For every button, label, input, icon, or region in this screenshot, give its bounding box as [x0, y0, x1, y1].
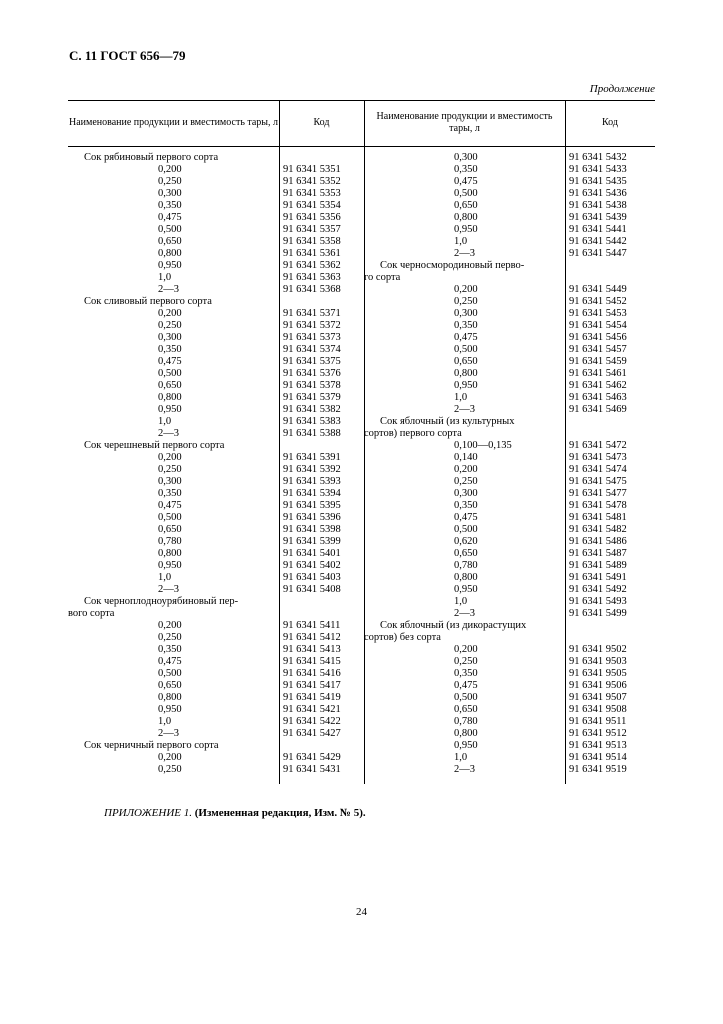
volume-cell: 0,200 [454, 644, 478, 655]
product-name-cell: Сок черноплодноурябиновый пер- [84, 596, 239, 607]
volume-cell: 0,200 [158, 620, 182, 631]
appendix-label: ПРИЛОЖЕНИЕ 1. [104, 807, 192, 819]
volume-cell: 0,250 [158, 320, 182, 331]
code-cell: 91 6341 5427 [283, 728, 341, 739]
product-name-cell: Сок сливовый первого сорта [84, 296, 212, 307]
volume-cell: 0,500 [158, 512, 182, 523]
code-cell: 91 6341 9503 [569, 656, 627, 667]
code-cell [565, 260, 655, 272]
volume-cell: 0,650 [158, 380, 182, 391]
code-cell: 91 6341 5478 [569, 500, 627, 511]
code-cell: 91 6341 5436 [569, 188, 627, 199]
volume-cell: 0,780 [454, 716, 478, 727]
volume-cell: 0,300 [454, 152, 478, 163]
code-cell: 91 6341 5457 [569, 344, 627, 355]
code-cell [279, 296, 364, 308]
volume-cell: 0,800 [454, 368, 478, 379]
volume-cell: 0,620 [454, 536, 478, 547]
header-code-left: Код [313, 116, 330, 128]
volume-cell: 0,950 [158, 560, 182, 571]
product-name-cell: Сок черешневый первого сорта [84, 440, 225, 451]
code-cell: 91 6341 9519 [569, 764, 627, 775]
code-cell: 91 6341 5353 [283, 188, 341, 199]
code-cell [279, 608, 364, 620]
volume-cell: 1,0 [454, 392, 468, 403]
volume-cell: 0,500 [454, 344, 478, 355]
volume-cell: 0,200 [158, 308, 182, 319]
left-code-column [279, 152, 364, 776]
code-cell: 91 6341 5371 [283, 308, 341, 319]
code-cell [279, 440, 364, 452]
code-cell: 91 6341 5374 [283, 344, 341, 355]
volume-cell: 1,0 [158, 416, 172, 427]
volume-cell: 0,350 [158, 344, 182, 355]
volume-cell: 0,200 [454, 464, 478, 475]
code-cell: 91 6341 5439 [569, 212, 627, 223]
code-cell [565, 632, 655, 644]
code-cell: 91 6341 5499 [569, 608, 627, 619]
volume-cell: 0,300 [158, 188, 182, 199]
product-name-cell: го сорта [364, 272, 401, 283]
product-name-cell: сортов) первого сорта [364, 428, 462, 439]
volume-cell: 0,950 [158, 260, 182, 271]
code-cell: 91 6341 5456 [569, 332, 627, 343]
volume-cell: 0,250 [454, 656, 478, 667]
code-cell: 91 6341 9512 [569, 728, 627, 739]
code-cell: 91 6341 5472 [569, 440, 627, 451]
volume-cell: 2—3 [454, 764, 475, 775]
volume-cell: 2—3 [454, 608, 475, 619]
continuation-label: Продолжение [589, 83, 655, 95]
code-cell: 91 6341 5492 [569, 584, 627, 595]
code-cell: 91 6341 5402 [283, 560, 341, 571]
code-cell: 91 6341 5433 [569, 164, 627, 175]
volume-cell: 0,475 [158, 656, 182, 667]
code-cell: 91 6341 5352 [283, 176, 341, 187]
code-cell: 91 6341 5363 [283, 272, 341, 283]
right-name-column [364, 152, 565, 776]
volume-cell: 1,0 [158, 716, 172, 727]
volume-cell: 0,800 [158, 392, 182, 403]
code-cell [565, 620, 655, 632]
volume-cell: 0,500 [158, 368, 182, 379]
volume-cell: 0,350 [158, 488, 182, 499]
volume-cell: 0,350 [158, 200, 182, 211]
code-cell: 91 6341 9514 [569, 752, 627, 763]
volume-cell: 2—3 [158, 584, 179, 595]
volume-cell: 0,140 [454, 452, 478, 463]
code-cell: 91 6341 5412 [283, 632, 341, 643]
code-cell: 91 6341 5379 [283, 392, 341, 403]
volume-cell: 2—3 [158, 728, 179, 739]
volume-cell: 2—3 [158, 284, 179, 295]
code-cell: 91 6341 5469 [569, 404, 627, 415]
code-cell: 91 6341 5354 [283, 200, 341, 211]
code-cell: 91 6341 5449 [569, 284, 627, 295]
code-cell: 91 6341 5422 [283, 716, 341, 727]
volume-cell: 0,200 [158, 752, 182, 763]
code-cell: 91 6341 5382 [283, 404, 341, 415]
volume-cell: 0,950 [454, 584, 478, 595]
volume-cell: 0,950 [454, 224, 478, 235]
volume-cell: 0,950 [454, 740, 478, 751]
volume-cell: 0,200 [158, 452, 182, 463]
code-cell: 91 6341 9506 [569, 680, 627, 691]
volume-cell: 0,800 [454, 728, 478, 739]
volume-cell: 1,0 [454, 596, 468, 607]
code-cell: 91 6341 5441 [569, 224, 627, 235]
volume-cell: 0,475 [454, 512, 478, 523]
code-cell: 91 6341 9502 [569, 644, 627, 655]
volume-cell: 1,0 [454, 236, 468, 247]
code-cell: 91 6341 9505 [569, 668, 627, 679]
volume-cell: 0,300 [158, 332, 182, 343]
volume-cell: 0,800 [158, 248, 182, 259]
volume-cell: 0,780 [454, 560, 478, 571]
code-cell: 91 6341 5375 [283, 356, 341, 367]
volume-cell: 0,350 [454, 320, 478, 331]
volume-cell: 0,475 [158, 212, 182, 223]
volume-cell: 0,500 [158, 224, 182, 235]
volume-cell: 0,250 [158, 764, 182, 775]
volume-cell: 2—3 [158, 428, 179, 439]
page-number: 24 [356, 906, 367, 918]
document-header-title: С. 11 ГОСТ 656—79 [69, 48, 186, 63]
code-cell: 91 6341 5453 [569, 308, 627, 319]
code-cell: 91 6341 5459 [569, 356, 627, 367]
code-cell: 91 6341 5396 [283, 512, 341, 523]
product-name-cell: Сок яблочный (из культурных [380, 416, 515, 427]
volume-cell: 0,950 [454, 380, 478, 391]
volume-cell: 0,950 [158, 404, 182, 415]
volume-cell: 0,650 [158, 524, 182, 535]
code-cell: 91 6341 5452 [569, 296, 627, 307]
volume-cell: 0,475 [158, 500, 182, 511]
code-cell: 91 6341 5357 [283, 224, 341, 235]
volume-cell: 1,0 [454, 752, 468, 763]
code-cell: 91 6341 5477 [569, 488, 627, 499]
code-cell [565, 272, 655, 284]
product-name-cell: Сок черничный первого сорта [84, 740, 219, 751]
code-cell: 91 6341 5415 [283, 656, 341, 667]
volume-cell: 0,100—0,135 [454, 440, 512, 451]
code-cell: 91 6341 5486 [569, 536, 627, 547]
code-cell: 91 6341 5442 [569, 236, 627, 247]
code-cell: 91 6341 5429 [283, 752, 341, 763]
volume-cell: 0,500 [454, 692, 478, 703]
volume-cell: 0,350 [454, 668, 478, 679]
code-cell: 91 6341 5413 [283, 644, 341, 655]
product-name-cell: Сок рябиновый первого сорта [84, 152, 219, 163]
volume-cell: 2—3 [454, 248, 475, 259]
product-name-cell: сортов) без сорта [364, 632, 441, 643]
code-cell: 91 6341 5463 [569, 392, 627, 403]
code-cell: 91 6341 5392 [283, 464, 341, 475]
code-cell: 91 6341 5454 [569, 320, 627, 331]
volume-cell: 0,800 [158, 548, 182, 559]
code-cell: 91 6341 5399 [283, 536, 341, 547]
code-cell: 91 6341 5432 [569, 152, 627, 163]
volume-cell: 0,250 [158, 176, 182, 187]
product-name-cell: Сок яблочный (из дикорастущих [380, 620, 527, 631]
volume-cell: 0,250 [454, 296, 478, 307]
volume-cell: 0,500 [454, 524, 478, 535]
code-cell: 91 6341 5489 [569, 560, 627, 571]
code-cell [565, 416, 655, 428]
code-cell: 91 6341 5398 [283, 524, 341, 535]
code-cell: 91 6341 5462 [569, 380, 627, 391]
right-code-column [565, 152, 655, 776]
code-cell: 91 6341 5481 [569, 512, 627, 523]
code-cell: 91 6341 5435 [569, 176, 627, 187]
volume-cell: 0,350 [158, 644, 182, 655]
code-cell: 91 6341 5376 [283, 368, 341, 379]
code-cell: 91 6341 5351 [283, 164, 341, 175]
header-name-right: Наименование продукции и вместимость тары, л [376, 110, 553, 134]
volume-cell: 0,800 [158, 692, 182, 703]
appendix-note [104, 807, 366, 819]
code-cell: 91 6341 5475 [569, 476, 627, 487]
code-cell: 91 6341 5438 [569, 200, 627, 211]
volume-cell: 0,500 [158, 668, 182, 679]
volume-cell: 0,350 [454, 164, 478, 175]
product-name-cell: Сок черносмородиновый перво- [380, 260, 525, 271]
code-cell: 91 6341 5391 [283, 452, 341, 463]
code-cell: 91 6341 5378 [283, 380, 341, 391]
volume-cell: 0,250 [158, 632, 182, 643]
code-cell: 91 6341 5372 [283, 320, 341, 331]
code-cell: 91 6341 5368 [283, 284, 341, 295]
code-cell: 91 6341 5401 [283, 548, 341, 559]
header-name-left: Наименование продукции и вместимость тары, л [68, 116, 279, 128]
code-cell: 91 6341 9507 [569, 692, 627, 703]
code-cell: 91 6341 5403 [283, 572, 341, 583]
volume-cell: 0,500 [454, 188, 478, 199]
volume-cell: 0,650 [454, 704, 478, 715]
volume-cell: 0,800 [454, 212, 478, 223]
code-cell: 91 6341 5416 [283, 668, 341, 679]
code-cell: 91 6341 9511 [569, 716, 627, 727]
code-cell: 91 6341 5362 [283, 260, 341, 271]
code-cell [279, 152, 364, 164]
volume-cell: 0,300 [158, 476, 182, 487]
code-cell: 91 6341 5473 [569, 452, 627, 463]
volume-cell: 0,200 [454, 284, 478, 295]
volume-cell: 0,780 [158, 536, 182, 547]
code-cell: 91 6341 5474 [569, 464, 627, 475]
code-cell: 91 6341 5482 [569, 524, 627, 535]
code-cell: 91 6341 5395 [283, 500, 341, 511]
code-cell: 91 6341 5393 [283, 476, 341, 487]
volume-cell: 0,650 [454, 548, 478, 559]
volume-cell: 0,650 [454, 200, 478, 211]
volume-cell: 2—3 [454, 404, 475, 415]
code-cell: 91 6341 5361 [283, 248, 341, 259]
left-name-column [68, 152, 279, 776]
volume-cell: 0,300 [454, 488, 478, 499]
code-cell: 91 6341 5461 [569, 368, 627, 379]
code-cell [279, 596, 364, 608]
code-cell: 91 6341 5356 [283, 212, 341, 223]
code-cell [565, 428, 655, 440]
code-cell: 91 6341 5493 [569, 596, 627, 607]
table-header-rule [68, 146, 655, 147]
volume-cell: 1,0 [158, 572, 172, 583]
code-cell: 91 6341 9508 [569, 704, 627, 715]
code-cell: 91 6341 5373 [283, 332, 341, 343]
product-name-cell: вого сорта [68, 608, 115, 619]
code-cell: 91 6341 5388 [283, 428, 341, 439]
volume-cell: 0,250 [454, 476, 478, 487]
volume-cell: 0,350 [454, 500, 478, 511]
volume-cell: 0,650 [158, 236, 182, 247]
volume-cell: 0,250 [158, 464, 182, 475]
volume-cell: 1,0 [158, 272, 172, 283]
code-cell: 91 6341 5411 [283, 620, 341, 631]
volume-cell: 0,475 [158, 356, 182, 367]
volume-cell: 0,475 [454, 680, 478, 691]
code-cell: 91 6341 5408 [283, 584, 341, 595]
volume-cell: 0,475 [454, 332, 478, 343]
volume-cell: 0,800 [454, 572, 478, 583]
code-cell: 91 6341 9513 [569, 740, 627, 751]
appendix-amendment: (Измененная редакция, Изм. № 5). [194, 807, 366, 819]
header-code-right: Код [602, 116, 618, 128]
code-cell: 91 6341 5431 [283, 764, 341, 775]
code-cell: 91 6341 5383 [283, 416, 341, 427]
volume-cell: 0,950 [158, 704, 182, 715]
volume-cell: 0,650 [454, 356, 478, 367]
code-cell: 91 6341 5419 [283, 692, 341, 703]
code-cell: 91 6341 5421 [283, 704, 341, 715]
code-cell: 91 6341 5417 [283, 680, 341, 691]
code-cell: 91 6341 5394 [283, 488, 341, 499]
code-cell: 91 6341 5447 [569, 248, 627, 259]
volume-cell: 0,650 [158, 680, 182, 691]
code-cell: 91 6341 5358 [283, 236, 341, 247]
volume-cell: 0,300 [454, 308, 478, 319]
code-cell [279, 740, 364, 752]
volume-cell: 0,200 [158, 164, 182, 175]
code-cell: 91 6341 5491 [569, 572, 627, 583]
volume-cell: 0,475 [454, 176, 478, 187]
code-cell: 91 6341 5487 [569, 548, 627, 559]
